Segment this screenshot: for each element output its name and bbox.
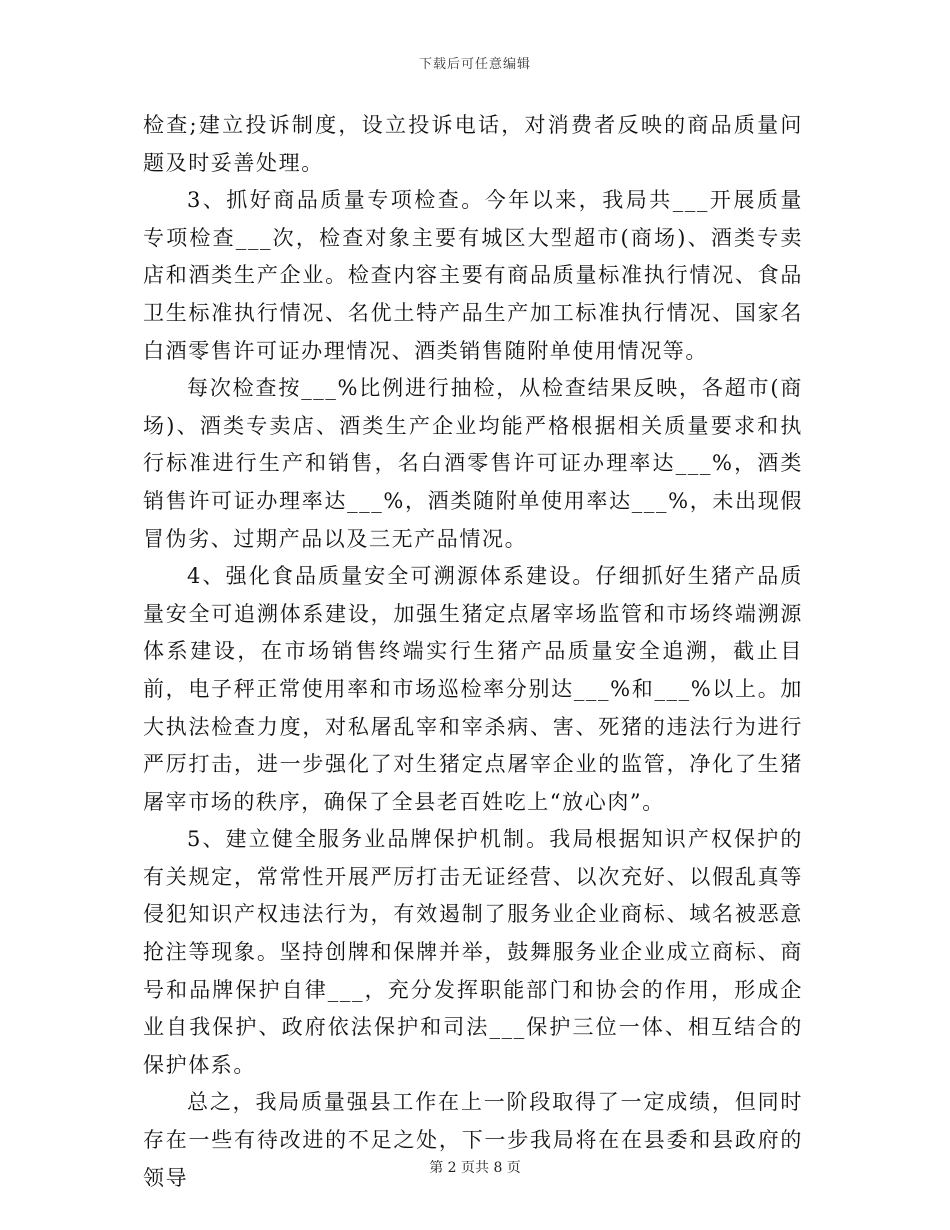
document-body bbox=[143, 107, 803, 1197]
paragraph-item-3: 3、抓好商品质量专项检查。今年以来，我局共___开展质量专项检查___次，检查对象主要有城区大型超市(商场)、酒类专卖店和酒类生产企业。检查内容主要有商品质量标准执行情况、食品卫生标准执行情况、名优土特产品生产加工标准执行情况、国家名白酒零售许可证办理情况、酒类销售随附单使用情况等。 bbox=[143, 188, 803, 363]
paragraph-item-5: 5、建立健全服务业品牌保护机制。我局根据知识产权保护的有关规定，常常性开展严厉打击无证经营、以次充好、以假乱真等侵犯知识产权违法行为，有效遏制了服务业企业商标、域名被恶意抢注等现象。坚持创牌和保牌并举，鼓舞服务业企业成立商标、商号和品牌保护自律___，充分发挥职能部门和协会的作用，形成企业自我保护、政府依法保护和司法___保护三位一体、相互结合的保护体系。 bbox=[143, 827, 803, 1077]
paragraph-item-4: 4、强化食品质量安全可溯源体系建设。仔细抓好生猪产品质量安全可追溯体系建设，加强生猪定点屠宰场监管和市场终端溯源体系建设，在市场销售终端实行生猪产品质量安全追溯，截止目前，电子秤正常使用率和市场巡检率分别达___%和___%以上。加大执法检查力度，对私屠乱宰和宰杀病、害、死猪的违法行为进行严厉打击，进一步强化了对生猪定点屠宰企业的监管，净化了生猪屠宰市场的秩序，确保了全县老百姓吃上“放心肉”。 bbox=[143, 564, 803, 814]
paragraph-sampling: 每次检查按___%比例进行抽检，从检查结果反映，各超市(商场)、酒类专卖店、酒类生产企业均能严格根据相关质量要求和执行标准进行生产和销售，名白酒零售许可证办理率达___%，酒类销售许可证办理率达___%，酒类随附单使用率达___%，未出现假冒伪劣、过期产品以及三无产品情况。 bbox=[143, 376, 803, 551]
paragraph-continuation: 检查;建立投诉制度，设立投诉电话，对消费者反映的商品质量问题及时妥善处理。 bbox=[143, 113, 803, 175]
paragraph-summary: 总之，我局质量强县工作在上一阶段取得了一定成绩，但同时存在一些有待改进的不足之处，下一步我局将在在县委和县政府的领导 bbox=[143, 1090, 803, 1190]
header-note: 下载后可任意编辑 bbox=[418, 57, 531, 72]
page-number: 第 2 页共 8 页 bbox=[429, 1160, 521, 1176]
